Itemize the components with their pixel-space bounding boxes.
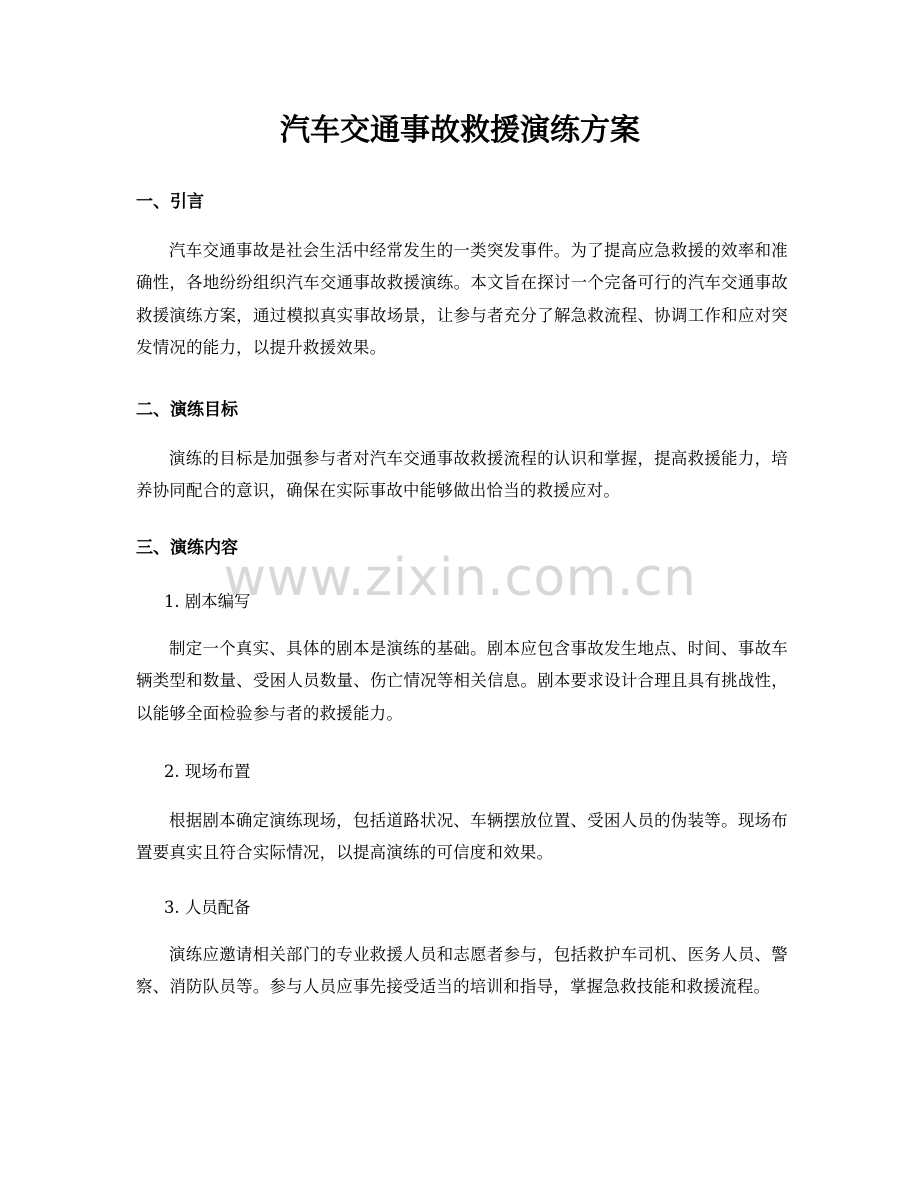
section-heading-content: 三、演练内容 [136,538,238,558]
watermark: www.zixin.com.cn [223,548,697,608]
section-heading-goals: 二、演练目标 [136,400,238,420]
subitem-paragraph-script: 制定一个真实、具体的剧本是演练的基础。剧本应包含事故发生地点、时间、事故车辆类型和数量、受困人员数量、伤亡情况等相关信息。剧本要求设计合理且具有挑战性，以能够全面检验参与者的救援能力。 [136,639,788,723]
subitem-paragraph-staffing: 演练应邀请相关部门的专业救援人员和志愿者参与，包括救护车司机、医务人员、警察、消防队员等。参与人员应事先接受适当的培训和指导，掌握急救技能和救援流程。 [136,945,788,997]
subitem-label-site: 2. 现场布置 [164,762,251,781]
subitem-paragraph-site: 根据剧本确定演练现场，包括道路状况、车辆摆放位置、受困人员的伪装等。现场布置要真实且符合实际情况，以提高演练的可信度和效果。 [136,811,788,863]
section-paragraph-introduction: 汽车交通事故是社会生活中经常发生的一类突发事件。为了提高应急救援的效率和准确性，各地纷纷组织汽车交通事故救援演练。本文旨在探讨一个完备可行的汽车交通事故救援演练方案，通过模拟真实事故场景，让参与者充分了解急救流程、协调工作和应对突发情况的能力，以提升救援效果。 [136,241,788,357]
section-paragraph-goals: 演练的目标是加强参与者对汽车交通事故救援流程的认识和掌握，提高救援能力，培养协同配合的意识，确保在实际事故中能够做出恰当的救援应对。 [136,449,788,501]
document-title: 汽车交通事故救援演练方案 [280,113,640,148]
section-heading-introduction: 一、引言 [136,192,204,212]
subitem-label-script: 1. 剧本编写 [164,592,251,611]
subitem-label-staffing: 3. 人员配备 [164,898,251,917]
